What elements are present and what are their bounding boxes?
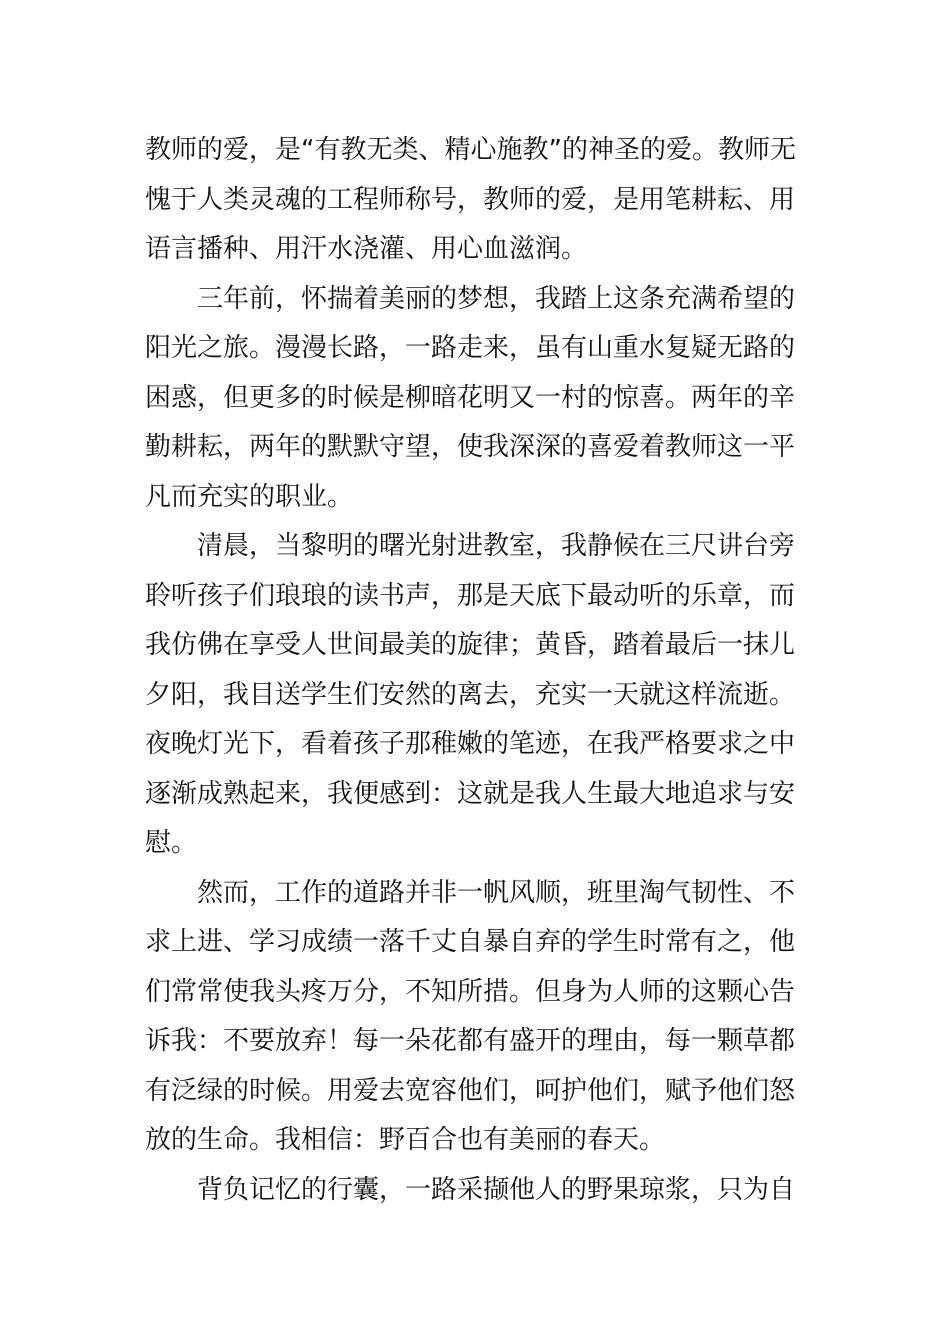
paragraph-2: 三年前，怀揣着美丽的梦想，我踏上这条充满希望的阳光之旅。漫漫长路，一路走来，虽有山重水复疑无路的困惑，但更多的时候是柳暗花明又一村的惊喜。两年的辛勤耕耘，两年的默默守望，使我深深的喜爱着教师这一平凡而充实的职业。 xyxy=(145,283,796,512)
document-body xyxy=(145,126,810,1215)
paragraph-1: 教师的爱，是“有教无类、精心施教”的神圣的爱。教师无愧于人类灵魂的工程师称号，教师的爱，是用笔耕耘、用语言播种、用汗水浇灌、用心血滋润。 xyxy=(145,135,796,264)
paragraph-3: 清晨，当黎明的曙光射进教室，我静候在三尺讲台旁聆听孩子们琅琅的读书声，那是天底下最动听的乐章，而我仿佛在享受人世间最美的旋律；黄昏，踏着最后一抹儿夕阳，我目送学生们安然的离去，充实一天就这样流逝。夜晚灯光下，看着孩子那稚嫩的笔迹，在我严格要求之中逐渐成熟起来，我便感到：这就是我人生最大地追求与安慰。 xyxy=(145,531,796,858)
paragraph-4: 然而，工作的道路并非一帆风顺，班里淘气韧性、不求上进、学习成绩一落千丈自暴自弃的学生时常有之，他们常常使我头疼万分，不知所措。但身为人师的这颗心告诉我：不要放弃！每一朵花都有盛开的理由，每一颗草都有泛绿的时候。用爱去宽容他们，呵护他们，赋予他们怒放的生命。我相信：野百合也有美丽的春天。 xyxy=(145,877,796,1155)
paragraph-5: 背负记忆的行囊，一路采撷他人的野果琼浆，只为自 xyxy=(197,1174,796,1205)
